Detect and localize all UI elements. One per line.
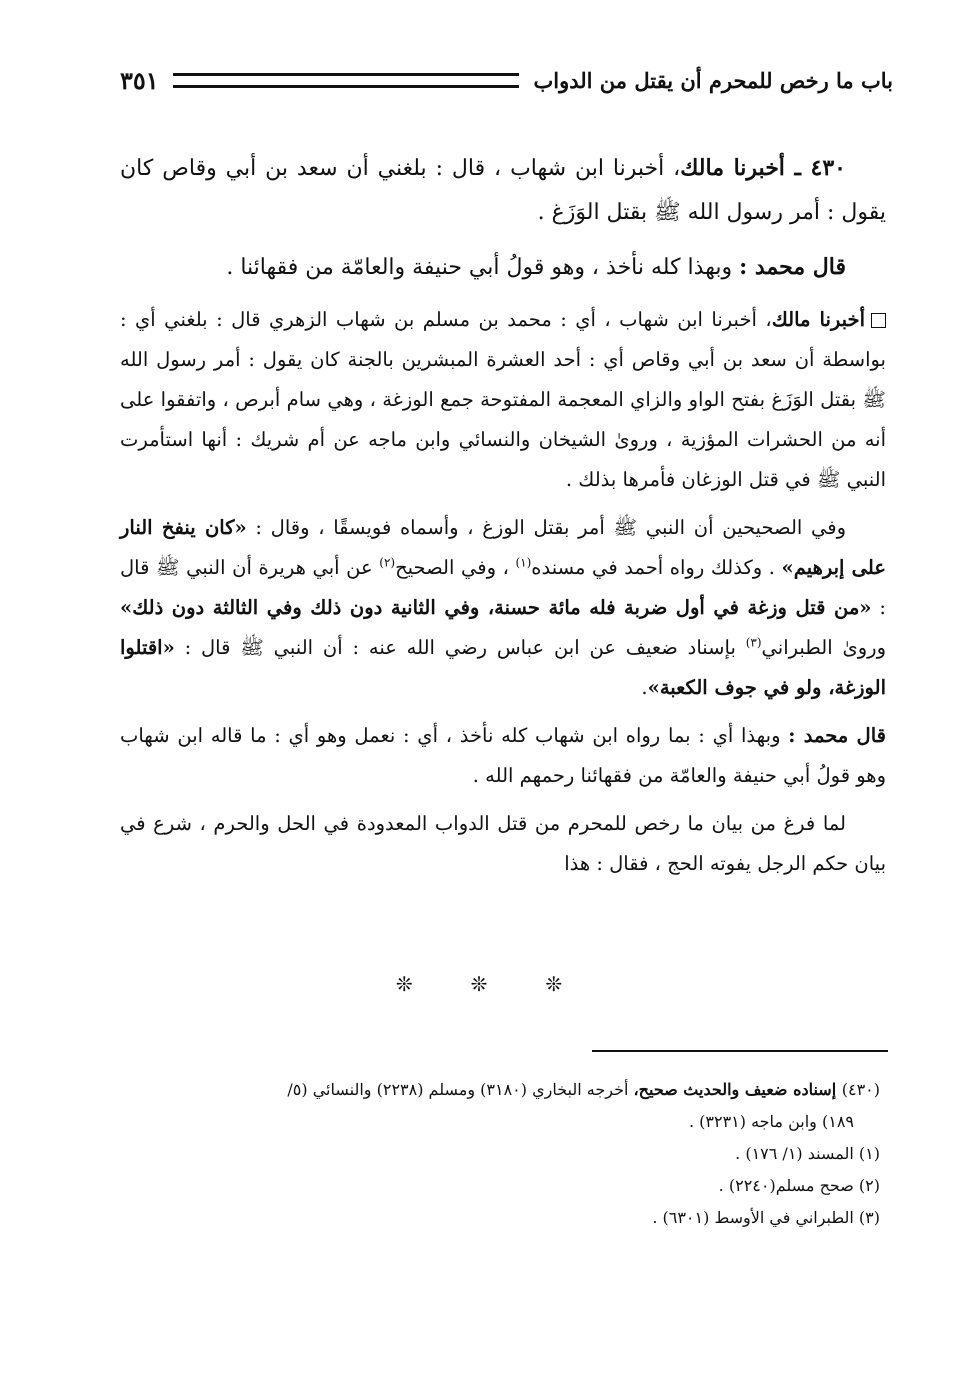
hadith-text [120, 146, 886, 235]
page-number: ٣٥١ [120, 65, 159, 95]
commentary-text: ، وفي الصحيح [395, 556, 516, 579]
footnote-2: (٢) صحح مسلم(٢٢٤٠) . [718, 1176, 880, 1195]
commentary-paragraph-3 [120, 716, 886, 796]
footnote-430 [120, 1074, 880, 1106]
commentary-lead: أخبرنا مالك [771, 308, 865, 331]
asterism-icon: ❊ [545, 972, 563, 996]
muhammad-text: وبهذا كله نأخذ ، وهو قولُ أبي حنيفة والعامّة من فقهائنا . [226, 255, 740, 280]
commentary-text: لما فرغ من بيان ما رخص للمحرم من قتل الدواب المعدودة في الحل والحرم ، شرع في بيان حكم الرجل يفوته الحج ، فقال : هذا [120, 812, 886, 875]
footnote-ref[interactable]: (٣) [745, 635, 762, 650]
footnote-grading: إسناده ضعيف والحديث صحيح، [633, 1080, 842, 1099]
footnote-ref[interactable]: (١) [515, 555, 532, 570]
hadith-quote: «كان ينفخ النار على إبرهيم» [120, 516, 886, 579]
commentary-text: ، أخبرنا ابن شهاب ، أي : محمد بن مسلم بن شهاب الزهري قال : بلغني أي : بواسطة أن سعد بن أبي وقاص أي : أحد العشرة المبشرين بالجنة كان يقول : أمر رسول الله ﷺ بقتل الوَزَغ بفتح الواو والزاي المعجمة المفتوحة جمع الوزغة ، وهي سام أبرص ، واتفقوا على أنه من الحشرات المؤزية ، وروىٰ الشيخان والنسائي وابن ماجه عن أم شريك : أنها استأمرت النبي ﷺ في قتل الوزغان فأمرها بذلك . [120, 308, 886, 491]
square-marker-icon [871, 313, 886, 328]
footnote-ref[interactable]: (٢) [379, 555, 396, 570]
section-separator [0, 972, 958, 996]
muhammad-label: قال محمد : [739, 254, 846, 280]
commentary-text: عن أبي هريرة أن النبي ﷺ قال : [120, 556, 886, 619]
asterism-icon: ❊ [395, 972, 413, 996]
running-head [120, 60, 893, 100]
commentary-paragraph-2 [120, 508, 886, 708]
footnote-1: (١) المسند (١/ ١٧٦) . [735, 1144, 880, 1163]
commentary-text: وبهذا أي : بما رواه ابن شهاب كله نأخذ ، أي : نعمل وهو أي : ما قاله ابن شهاب وهو قولُ أبي حنيفة والعامّة من فقهائنا رحمهم الله . [120, 724, 886, 787]
muhammad-label: قال محمد : [788, 724, 886, 747]
hadith-quote: «من قتل وزغة في أول ضربة فله مائة حسنة، وفي الثانية دون ذلك وفي الثالثة دون ذلك» [120, 596, 872, 619]
footnotes [120, 1074, 880, 1234]
footnote-number: (٤٣٠) [841, 1080, 880, 1099]
commentary-text: وروىٰ الطبراني [761, 636, 886, 659]
commentary-paragraph-1 [120, 300, 886, 500]
commentary-paragraph-4 [120, 804, 886, 884]
chapter-title: باب ما رخص للمحرم أن يقتل من الدواب [533, 67, 893, 93]
muhammad-statement [120, 245, 886, 290]
commentary-text: . وكذلك رواه أحمد في مسنده [531, 556, 782, 579]
commentary-text: وفي الصحيحين أن النبي ﷺ أمر بقتل الوزغ ، وأسماه فويسقًا ، وقال : [246, 516, 846, 539]
hadith-number: ٤٣٠ ـ أخبرنا مالك [680, 155, 846, 181]
page-body [120, 146, 886, 892]
asterism-icon: ❊ [470, 972, 488, 996]
commentary-text: . [641, 676, 648, 699]
footnote-430-continued: ١٨٩) وابن ماجه (٣٢٣١) . [688, 1112, 854, 1131]
commentary-text: بإسناد ضعيف عن ابن عباس رضي الله عنه : أن النبي ﷺ قال : [174, 636, 746, 659]
header-rule [173, 73, 520, 88]
hadith-body: ، أخبرنا ابن شهاب ، قال : بلغني أن سعد بن أبي وقاص كان يقول : أمر رسول الله ﷺ بقتل الوَزَغ . [120, 156, 886, 225]
footnote-3: (٣) الطبراني في الأوسط (٦٣٠١) . [652, 1208, 880, 1227]
footnote-text: أخرجه البخاري (٣١٨٠) ومسلم (٢٢٣٨) والنسائي (٥/ [287, 1080, 634, 1099]
hadith-quote: «اقتلوا الوزغة، ولو في جوف الكعبة» [120, 636, 886, 699]
footnote-rule [592, 1050, 888, 1052]
